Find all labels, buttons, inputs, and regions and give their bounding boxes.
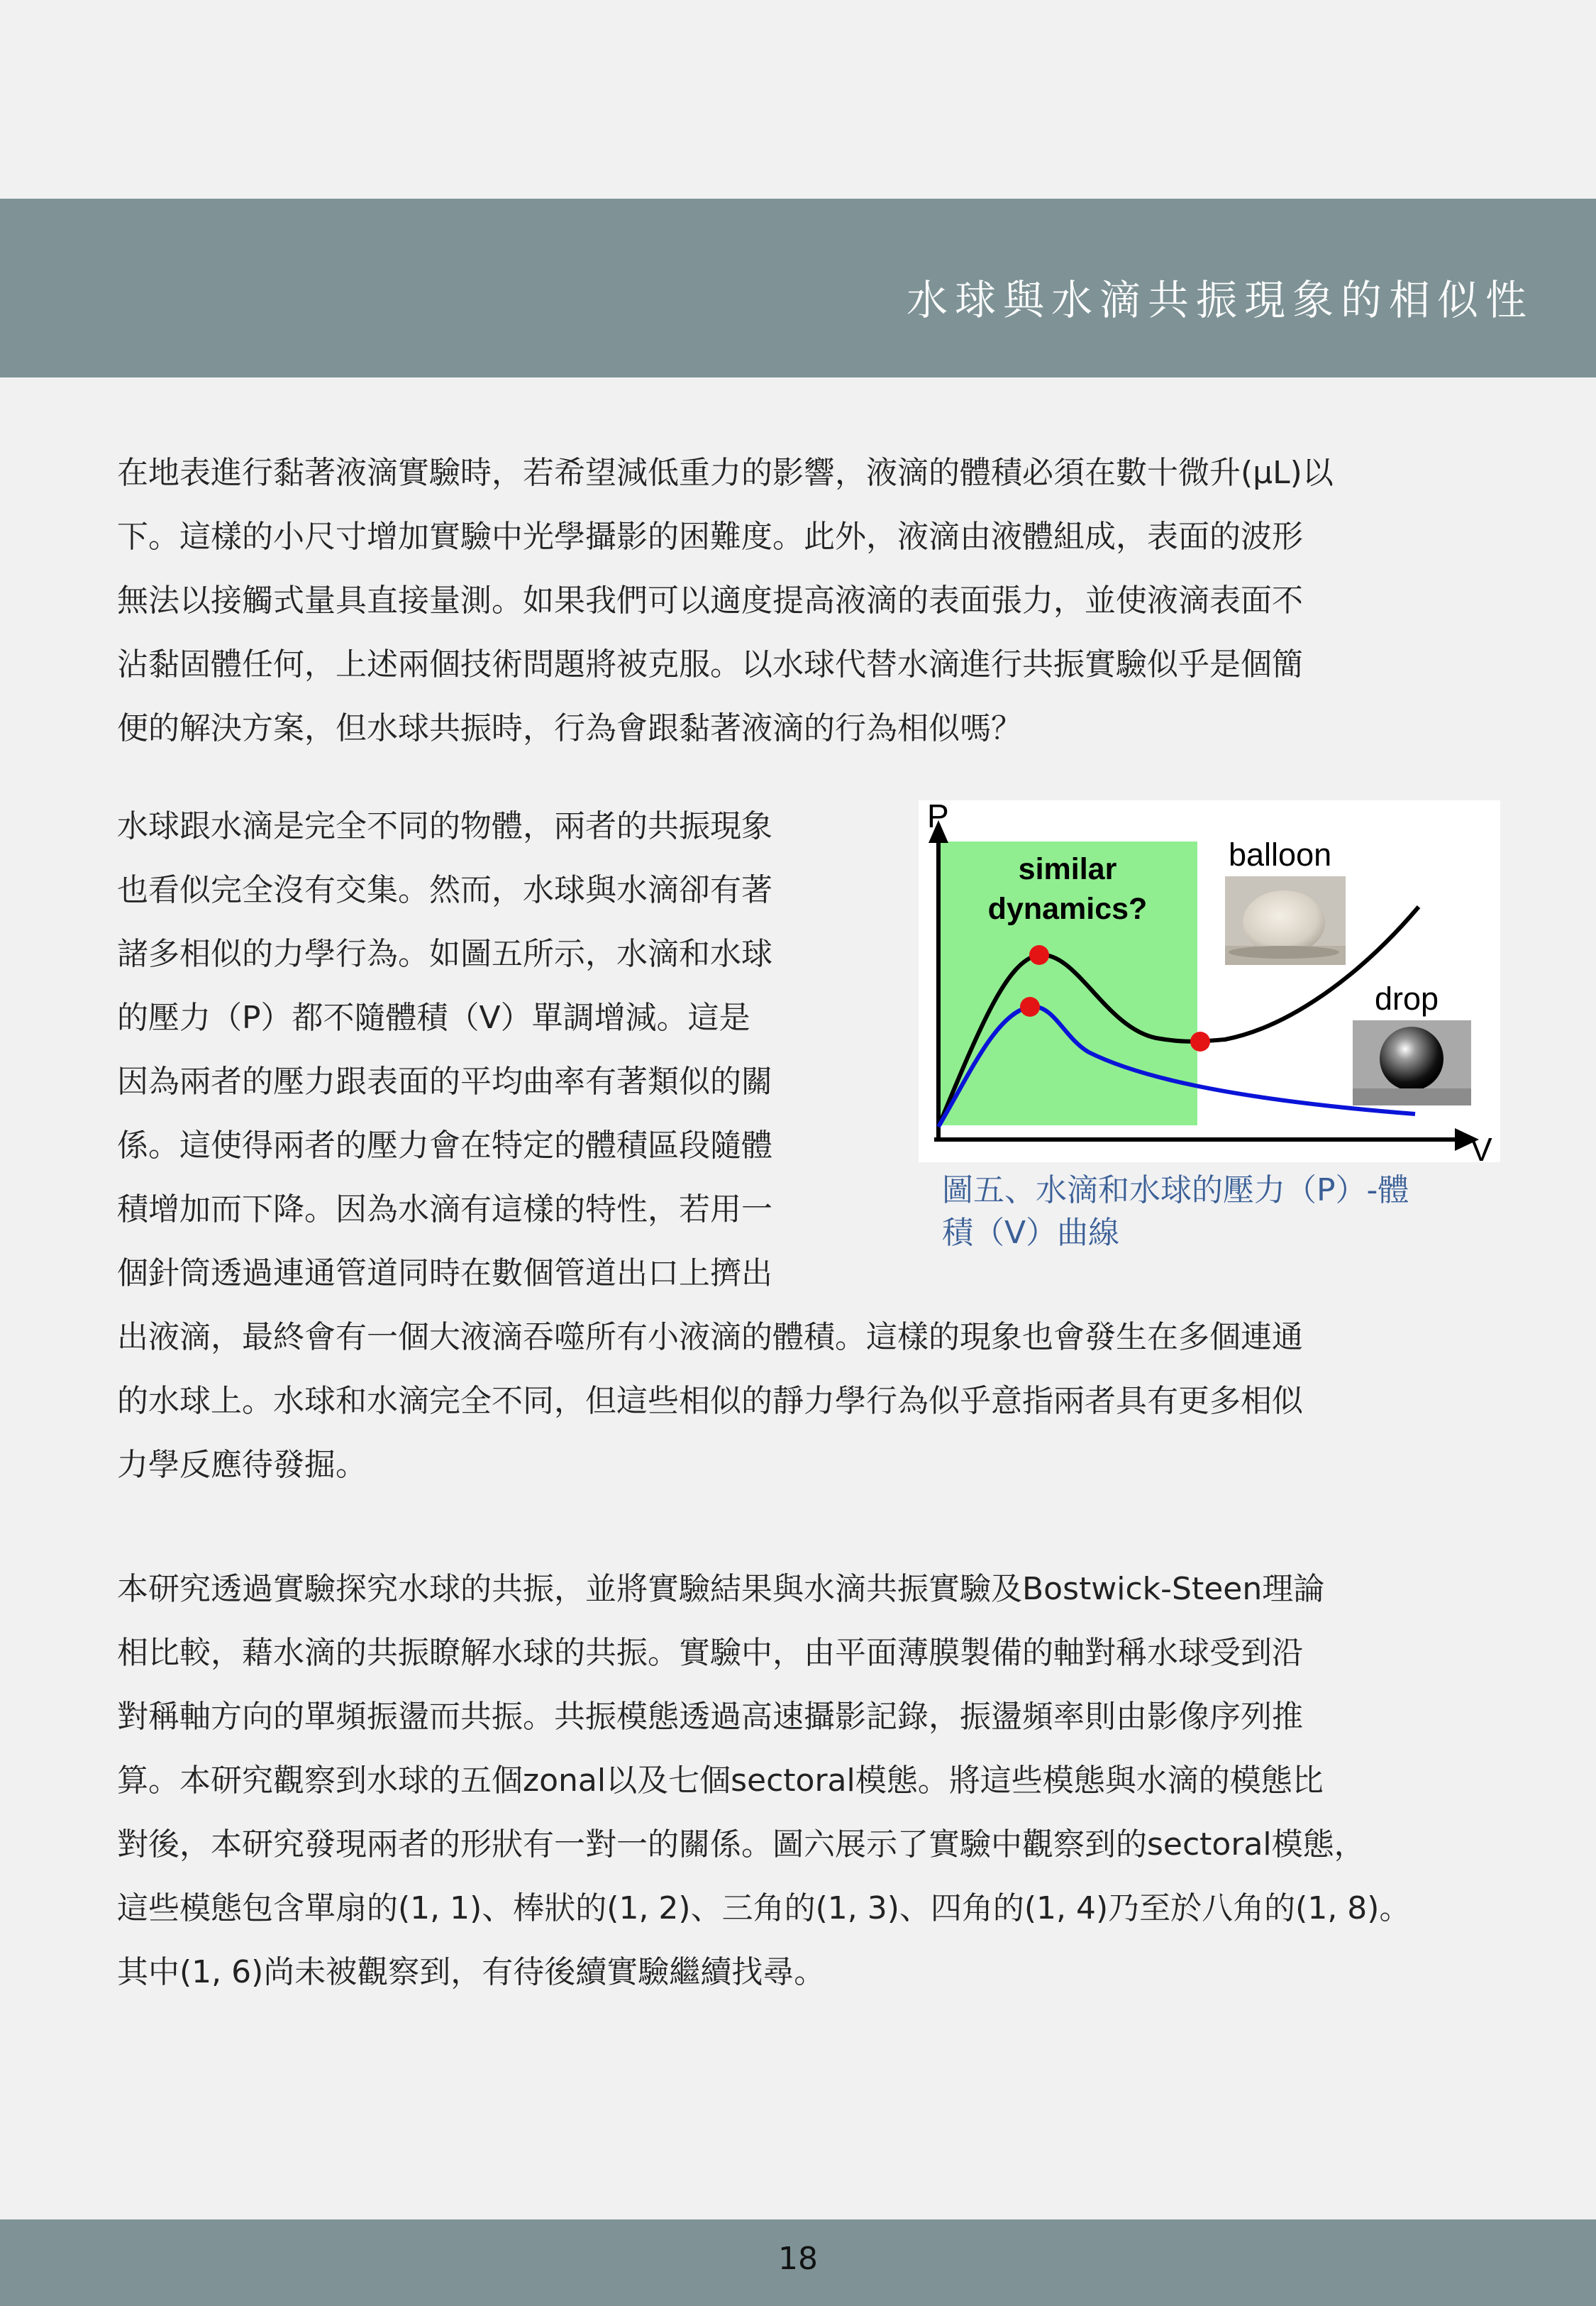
text-line: 沾黏固體任何，上述兩個技術問題將被克服。以水球代替水滴進行共振實驗似乎是個簡 (117, 646, 1303, 683)
text-line: 下。這樣的小尺寸增加實驗中光學攝影的困難度。此外，液滴由液體組成，表面的波形 (117, 519, 1303, 555)
text-line: 算。本研究觀察到水球的五個zonal以及七個sectoral模態。將這些模態與水滴的模態比 (117, 1762, 1324, 1799)
text-line: 出液滴，最終會有一個大液滴吞噬所有小液滴的體積。這樣的現象也會發生在多個連通 (117, 1319, 1303, 1355)
balloon-minimum-marker (1190, 1032, 1210, 1052)
region-label-line2: dynamics? (987, 892, 1148, 926)
balloon-label: balloon (1229, 837, 1332, 873)
header-band (0, 199, 1596, 377)
text-line: 這些模態包含單扇的(1, 1)、棒狀的(1, 2)、三角的(1, 3)、四角的(1, 4)乃至於八角的(1, 8)。 (117, 1890, 1411, 1926)
footer-band (0, 2219, 1596, 2306)
paragraph-1 (117, 441, 1334, 761)
text-line: 力學反應待發掘。 (117, 1447, 367, 1483)
caption-line: 積（V）曲線 (942, 1215, 1120, 1251)
text-line: 本研究透過實驗探究水球的共振，並將實驗結果與水滴共振實驗及Bostwick-Steen理論 (117, 1571, 1325, 1607)
text-line: 的水球上。水球和水滴完全不同，但這些相似的靜力學行為似乎意指兩者具有更多相似 (117, 1383, 1303, 1419)
drop-label: drop (1375, 981, 1439, 1017)
text-line: 諸多相似的力學行為。如圖五所示，水滴和水球 (117, 936, 772, 972)
text-line: 其中(1, 6)尚未被觀察到，有待後續實驗繼續找尋。 (117, 1954, 826, 1990)
caption-line: 圖五、水滴和水球的壓力（P）-體 (942, 1172, 1409, 1208)
balloon-maximum-marker (1029, 945, 1049, 965)
x-axis-label: V (1470, 1131, 1492, 1162)
text-line: 的壓力（P）都不隨體積（V）單調增減。這是 (117, 1000, 750, 1036)
text-line: 對後，本研究發現兩者的形狀有一對一的關係。圖六展示了實驗中觀察到的sectoral模態， (117, 1826, 1365, 1863)
section-title: 水球與水滴共振現象的相似性 (906, 276, 1534, 324)
text-line: 在地表進行黏著液滴實驗時，若希望減低重力的影響，液滴的體積必須在數十微升(μL)以 (117, 455, 1334, 491)
region-label-line1: similar (1018, 852, 1117, 886)
text-line: 因為兩者的壓力跟表面的平均曲率有著類似的關 (117, 1064, 772, 1100)
pv-diagram (919, 800, 1500, 1162)
text-line: 積增加而下降。因為水滴有這樣的特性，若用一 (117, 1191, 772, 1228)
text-line: 水球跟水滴是完全不同的物體，兩者的共振現象 (117, 808, 772, 844)
text-line: 係。這使得兩者的壓力會在特定的體積區段隨體 (117, 1127, 772, 1164)
balloon-photo (1225, 876, 1346, 965)
drop-photo (1353, 1020, 1471, 1105)
y-axis-label: P (927, 800, 949, 834)
figure-caption (942, 1169, 1509, 1254)
text-line: 便的解決方案，但水球共振時，行為會跟黏著液滴的行為相似嗎？ (117, 710, 1022, 746)
paragraph-2-wrapped (117, 795, 772, 1306)
paragraph-2-continued (117, 1306, 1303, 1497)
text-line: 個針筒透過連通管道同時在數個管道出口上擠出 (117, 1255, 772, 1291)
text-line: 無法以接觸式量具直接量測。如果我們可以適度提高液滴的表面張力，並使液滴表面不 (117, 583, 1303, 619)
drop-maximum-marker (1020, 997, 1040, 1017)
page-number: 18 (778, 2241, 818, 2277)
text-line: 對稱軸方向的單頻振盪而共振。共振模態透過高速攝影記錄，振盪頻率則由影像序列推 (117, 1699, 1303, 1735)
text-line: 相比較，藉水滴的共振瞭解水球的共振。實驗中，由平面薄膜製備的軸對稱水球受到沿 (117, 1635, 1303, 1671)
pressure-volume-figure (919, 800, 1500, 1162)
text-line: 也看似完全沒有交集。然而，水球與水滴卻有著 (117, 872, 772, 908)
paragraph-3 (117, 1557, 1410, 2004)
